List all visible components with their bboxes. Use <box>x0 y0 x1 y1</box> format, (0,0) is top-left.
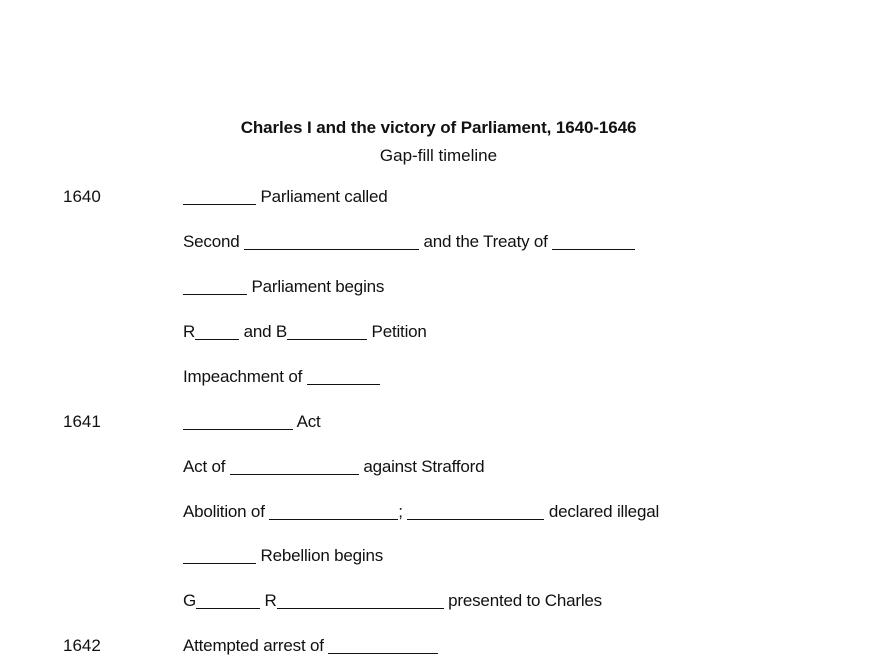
event-text: Abolition of <box>183 502 270 521</box>
timeline-event <box>183 230 635 254</box>
gap-fill-blank[interactable] <box>269 502 398 520</box>
timeline-event <box>183 275 384 299</box>
event-text: declared illegal <box>544 502 660 521</box>
gap-fill-blank[interactable] <box>407 502 544 520</box>
event-text: R <box>260 591 277 610</box>
timeline-row <box>0 634 880 658</box>
event-text: R <box>183 322 196 341</box>
timeline-row <box>0 185 880 209</box>
event-text: and B <box>239 322 288 341</box>
event-text: G <box>183 591 197 610</box>
timeline-event <box>183 410 321 434</box>
event-text: Petition <box>367 322 427 341</box>
gap-fill-blank[interactable] <box>277 591 444 609</box>
timeline-event <box>183 634 438 658</box>
timeline-row <box>0 230 880 254</box>
gap-fill-blank[interactable] <box>230 457 359 475</box>
timeline-event <box>183 500 659 524</box>
gap-fill-blank[interactable] <box>183 546 256 564</box>
timeline-event <box>183 589 602 613</box>
event-text: Parliament begins <box>247 277 385 296</box>
timeline-year: 1640 <box>63 187 101 206</box>
gap-fill-blank[interactable] <box>195 322 239 340</box>
event-text: Attempted arrest of <box>183 636 329 655</box>
timeline-row <box>0 500 880 524</box>
timeline-row <box>0 544 880 568</box>
timeline-row <box>0 455 880 479</box>
page-subtitle: Gap-fill timeline <box>379 146 498 165</box>
timeline-event <box>183 365 380 389</box>
event-text: against Strafford <box>358 457 485 476</box>
gap-fill-blank[interactable] <box>196 591 260 609</box>
event-text: Act <box>293 412 321 431</box>
timeline-event <box>183 455 484 479</box>
event-text: presented to Charles <box>443 591 602 610</box>
timeline-year: 1641 <box>63 412 101 431</box>
page-title: Charles I and the victory of Parliament, 1640-1646 <box>240 118 637 137</box>
event-text: Rebellion begins <box>256 546 384 565</box>
gap-fill-blank[interactable] <box>244 232 419 250</box>
event-text: Impeachment of <box>183 367 307 386</box>
timeline-row <box>0 365 880 389</box>
timeline-row <box>0 410 880 434</box>
gap-fill-blank[interactable] <box>328 636 438 654</box>
timeline-row <box>0 320 880 344</box>
timeline-event <box>183 185 388 209</box>
event-text: Second <box>183 232 244 251</box>
gap-fill-blank[interactable] <box>552 232 635 250</box>
timeline-row <box>0 275 880 299</box>
gap-fill-blank[interactable] <box>183 277 247 295</box>
event-text: and the Treaty of <box>418 232 553 251</box>
gap-fill-blank[interactable] <box>183 412 293 430</box>
timeline-year: 1642 <box>63 636 101 655</box>
gap-fill-blank[interactable] <box>287 322 367 340</box>
gap-fill-blank[interactable] <box>307 367 380 385</box>
timeline-row <box>0 589 880 613</box>
timeline-event <box>183 544 383 568</box>
event-text: Act of <box>183 457 230 476</box>
event-text: Parliament called <box>256 187 388 206</box>
gap-fill-blank[interactable] <box>183 187 256 205</box>
event-text: ; <box>398 502 408 521</box>
timeline-event <box>183 320 427 344</box>
